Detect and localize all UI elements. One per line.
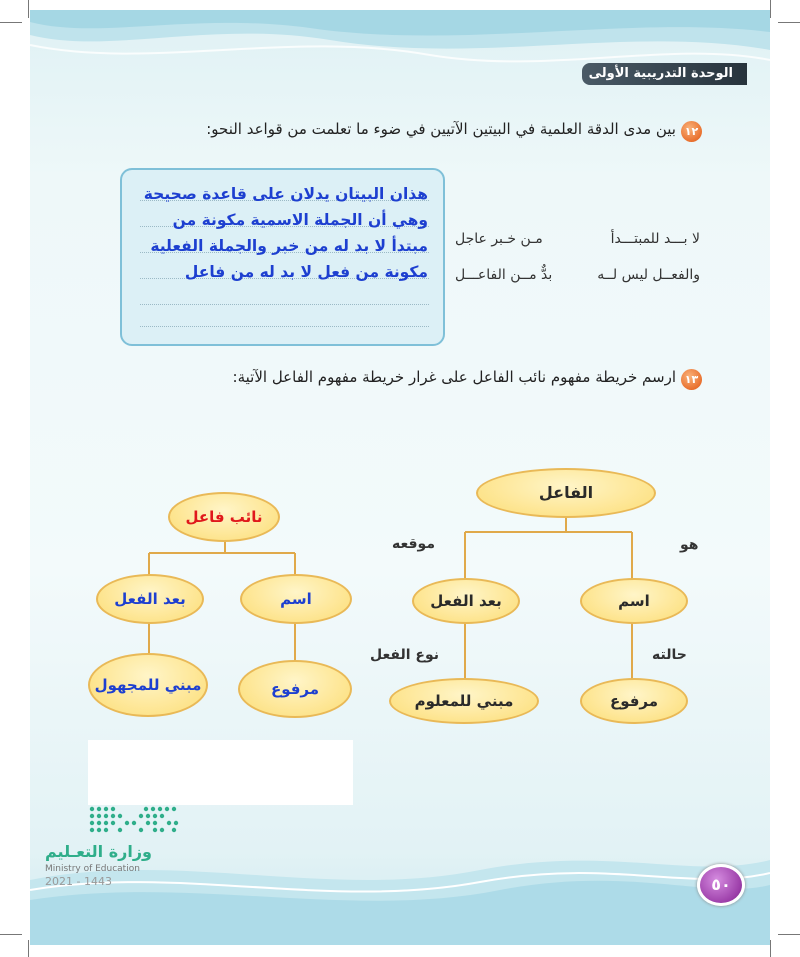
edge-label-huwa: هو (680, 537, 699, 553)
poem-hemistich: مـن خـبر عاجل (455, 231, 543, 247)
unit-title-tab: الوحدة التدريبية الأولى (582, 63, 747, 85)
question-number-badge: ١٢ (681, 121, 702, 142)
map-node-naib-type: اسم (240, 574, 352, 624)
map-node-naib-root: نائب فاعل (168, 492, 280, 542)
ministry-logo-icon (86, 803, 181, 837)
map-node-naib-marfu3: مرفوع (238, 660, 352, 718)
ministry-name-arabic: وزارة التعـليم (45, 842, 152, 861)
blank-area (88, 740, 353, 805)
map-node-fa3il-root: الفاعل (476, 468, 656, 518)
edition-year: 2021 - 1443 (45, 875, 112, 888)
map-node-fa3il-type: اسم (580, 578, 688, 624)
map-node-fa3il-verb-active: مبني للمعلوم (389, 678, 539, 724)
answer-line-text: هذان البيتان يدلان على قاعدة صحيحة (143, 185, 428, 203)
edge-label-verb-type: نوع الفعل (370, 647, 440, 663)
page-number-badge: ٥٠ (697, 864, 745, 906)
answer-line-text: مبتدأ لا بد له من خبر والجملة الفعلية (150, 237, 428, 255)
edge-label-mawqi3uhu: موقعه (392, 536, 436, 552)
map-node-fa3il-marfu3: مرفوع (580, 678, 688, 724)
edge-label-case: حالته (652, 647, 687, 663)
poem-hemistich: والفعــل ليس لــه (597, 267, 700, 283)
question-12-text: بين مدى الدقة العلمية في البيتين الآتيين في ضوء ما تعلمت من قواعد النحو: (206, 120, 676, 138)
answer-line-text: مكونة من فعل لا بد له من فاعل (184, 263, 428, 281)
map-node-naib-verb-passive: مبني للمجهول (88, 653, 208, 717)
poem-hemistich: بدٌّ مــن الفاعـــل (455, 267, 553, 283)
ministry-name-english: Ministry of Education (45, 864, 140, 874)
map-node-fa3il-position: بعد الفعل (412, 578, 520, 624)
question-number-badge: ١٣ (681, 369, 702, 390)
map-node-naib-position: بعد الفعل (96, 574, 204, 624)
poem-hemistich: لا بـــد للمبتـــدأ (610, 231, 700, 247)
answer-line-text: وهي أن الجملة الاسمية مكونة من (172, 211, 428, 229)
question-13-text: ارسم خريطة مفهوم نائب الفاعل على غرار خريطة مفهوم الفاعل الآتية: (232, 368, 676, 386)
